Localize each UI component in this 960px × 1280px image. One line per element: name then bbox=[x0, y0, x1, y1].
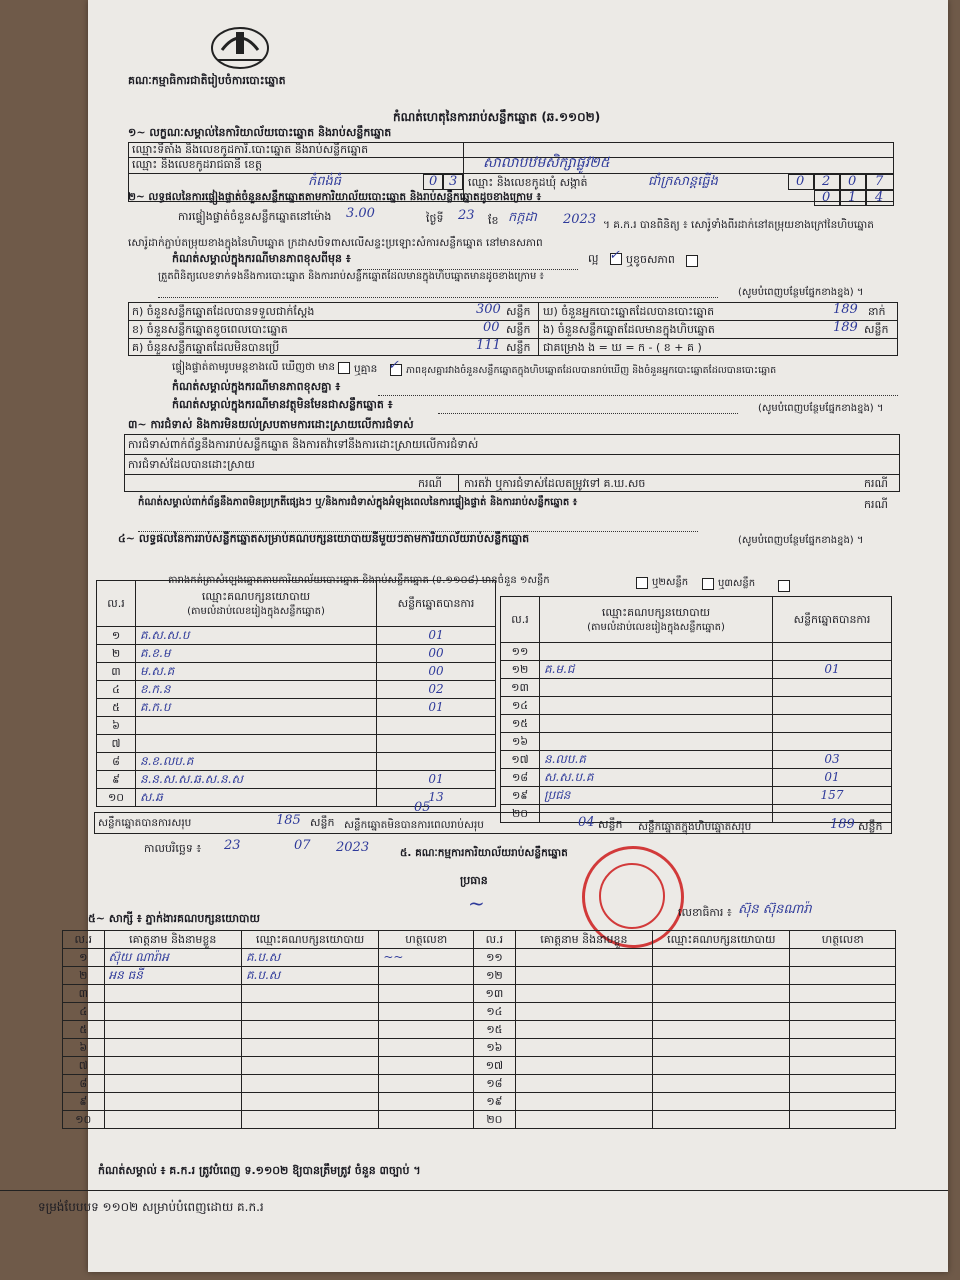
time-prefix: ការផ្ទៀងផ្ទាត់ចំនួនសន្លឹកឆ្នោតនៅម៉ោង bbox=[178, 210, 332, 223]
row-no: ១០ bbox=[97, 789, 136, 807]
w-no: ៧ bbox=[63, 1057, 105, 1075]
section5-heading: ៥~ សាក្សី ៖ ភ្នាក់ងារគណបក្សនយោបាយ bbox=[88, 912, 261, 925]
w-party bbox=[241, 1003, 378, 1021]
row-votes: 03 bbox=[773, 751, 892, 769]
unit-c: សន្លឹក bbox=[506, 341, 531, 354]
w-name-right bbox=[515, 949, 652, 967]
witness-table bbox=[62, 930, 896, 1129]
row-party: គ.ស.ស.ប bbox=[136, 627, 377, 645]
value-d: 189 bbox=[833, 302, 858, 317]
footnote: កំណត់សម្គាល់ ៖ គ.ក.រ ត្រូវបំពេញ ទ.១១០២ ឱ្យបានត្រឹមត្រូវ ចំនួន ៣ច្បាប់ ។ bbox=[98, 1164, 421, 1177]
witness-row bbox=[63, 1093, 896, 1111]
w-no: ៦ bbox=[63, 1039, 105, 1057]
year-value: 2023 bbox=[563, 212, 597, 227]
total-label: សន្លឹកឆ្នោតក្នុងហិបឆ្នោតសរុប bbox=[638, 821, 752, 833]
note-label: កំណត់សម្គាល់ក្នុងករណីមានភាពខុសពីមុន ៖ bbox=[172, 252, 351, 265]
valid-label: សន្លឹកឆ្នោតបានការសរុប bbox=[98, 817, 192, 829]
table-row bbox=[97, 789, 496, 807]
section1-heading: ១~ លក្ខណៈសម្គាល់នៃការិយាល័យបោះឆ្នោត និងរាប់សន្លឹកឆ្នោត bbox=[128, 126, 392, 139]
row-party: ប្រជន bbox=[540, 787, 773, 805]
w-name-right bbox=[515, 1057, 652, 1075]
w-name bbox=[104, 985, 241, 1003]
row-party: ន.ខ.លប.គ bbox=[136, 753, 377, 771]
label-a: ក) ចំនួនសន្លឹកឆ្នោតដែលបានទទួលជាក់ស្តែង bbox=[132, 305, 315, 318]
w-name-right bbox=[515, 1003, 652, 1021]
w-name: ស៊ុយ ណារ៉ាអ bbox=[104, 949, 241, 967]
w-name bbox=[104, 1075, 241, 1093]
commune-code-3: 4 bbox=[875, 190, 884, 205]
w-name bbox=[104, 1039, 241, 1057]
para2: សោរ៉ូដាក់ភ្ជាប់តម្រុយខាងក្នុងនៃហិបឆ្នោត ក្រដាសបិទពាសលើសន្ទះប្រឡោះសំការសន្លឹកឆ្នោត នៅមានសភាព bbox=[128, 237, 543, 249]
row-party: គ.ក.ប bbox=[136, 699, 377, 717]
col-no: ល.រ bbox=[97, 581, 136, 627]
w-sign-right bbox=[790, 949, 896, 967]
row-party bbox=[540, 679, 773, 697]
row-no: ១៧ bbox=[501, 751, 540, 769]
unit-e: សន្លឹក bbox=[864, 323, 889, 336]
invalid-label: សន្លឹកឆ្នោតមិនបានការពេលរាប់សរុប bbox=[344, 819, 484, 831]
province-code-1: 0 bbox=[429, 174, 438, 189]
w-party-right bbox=[653, 1075, 790, 1093]
col-party-sub: (តាមលំដាប់លេខរៀងក្នុងសន្លឹកឆ្នោត) bbox=[187, 605, 325, 617]
bad-checkbox[interactable] bbox=[686, 255, 698, 267]
table-row bbox=[97, 699, 496, 717]
w-signature bbox=[379, 1039, 474, 1057]
row-votes bbox=[773, 697, 892, 715]
w-no-right: ១៦ bbox=[474, 1039, 516, 1057]
col-party: ឈ្មោះគណបក្សនយោបាយ bbox=[201, 589, 311, 603]
value-a: 300 bbox=[476, 302, 501, 317]
province-label: ឈ្មោះ និងលេខកូដរាជធានី ខេត្ត bbox=[132, 158, 262, 171]
table-row bbox=[501, 715, 892, 733]
place-code-1: 0 bbox=[796, 174, 805, 189]
row-no: ៣ bbox=[97, 663, 136, 681]
section2-heading: ២~ លទ្ធផលនៃការផ្ទៀងផ្ទាត់ចំនួនសន្លឹកឆ្នោតតាមការិយាល័យបោះឆ្នោត និងរាប់សន្លឹកឆ្នោតដូចខាងក្រោម ៖ bbox=[128, 191, 542, 203]
value-c: 111 bbox=[476, 338, 501, 353]
table-row bbox=[97, 717, 496, 735]
w-name bbox=[104, 1021, 241, 1039]
w-signature: ~~ bbox=[379, 949, 474, 967]
witness-row bbox=[63, 1003, 896, 1021]
w-no: ៥ bbox=[63, 1021, 105, 1039]
table-row bbox=[97, 771, 496, 789]
row-party bbox=[540, 697, 773, 715]
col-no-right: ល.រ bbox=[501, 597, 540, 643]
row-votes: 13 bbox=[377, 789, 496, 807]
witness-row bbox=[63, 1021, 896, 1039]
section4-heading: ៤~ លទ្ធផលនៃការរាប់សន្លឹកឆ្នោតសម្រាប់គណបក្សនយោបាយនីមួយៗតាមការិយាល័យរាប់សន្លឹកឆ្នោត bbox=[118, 532, 530, 545]
row-votes bbox=[773, 643, 892, 661]
witness-row bbox=[63, 967, 896, 985]
place-code-3: 0 bbox=[848, 174, 857, 189]
row-party: គ.ម.ជ bbox=[540, 661, 773, 679]
date-year: 2023 bbox=[336, 840, 370, 855]
totals-box bbox=[94, 812, 892, 834]
row-no: ១៤ bbox=[501, 697, 540, 715]
w-no-right: ១២ bbox=[474, 967, 516, 985]
place-name: សាលាបឋមសិក្សាផ្លូវ២៥ bbox=[483, 155, 610, 171]
row-votes bbox=[773, 679, 892, 697]
table-row bbox=[501, 679, 892, 697]
unit-b: សន្លឹក bbox=[506, 323, 531, 336]
w-no: ៨ bbox=[63, 1075, 105, 1093]
w-name: អន ធនី bbox=[104, 967, 241, 985]
w-name-right bbox=[515, 1021, 652, 1039]
w-col-party-r: ឈ្មោះគណបក្សនយោបាយ bbox=[653, 931, 790, 949]
w-signature bbox=[379, 1093, 474, 1111]
row-no: ១៣ bbox=[501, 679, 540, 697]
row-no: ៨ bbox=[97, 753, 136, 771]
row-no: ១២ bbox=[501, 661, 540, 679]
day-label: ថ្ងៃទី bbox=[426, 212, 444, 225]
objection-row2: ការជំទាស់ដែលបានដោះស្រាយ bbox=[128, 458, 255, 471]
row-no: ១៥ bbox=[501, 715, 540, 733]
valid-unit: សន្លឹក bbox=[310, 816, 335, 829]
w-name-right bbox=[515, 1039, 652, 1057]
w-name bbox=[104, 1003, 241, 1021]
w-sign-right bbox=[790, 1057, 896, 1075]
bullet-diff: កំណត់សម្គាល់ក្នុងករណីមានភាពខុសគ្នា ៖ bbox=[172, 380, 341, 393]
witness-row bbox=[63, 949, 896, 967]
fill-note-1: (សូមបំពេញបន្ថែមផ្នែកខាងខ្នង) ។ bbox=[738, 287, 864, 298]
table-row bbox=[97, 735, 496, 753]
para1: ។ គ.ក.រ បានពិនិត្យ ៖ សោរ៉ូទាំងពីរដាក់នៅតម្រុយខាងក្រៅនៃហិបឆ្នោត bbox=[603, 219, 874, 231]
place-label: ឈ្មោះទីតាំង និងលេខកូដការិ.បោះឆ្នោត និងរាប់សន្លឹកឆ្នោត bbox=[132, 143, 369, 156]
month-value: កក្កដា bbox=[508, 210, 537, 225]
w-sign-right bbox=[790, 1111, 896, 1129]
note2: ត្រួតពិនិត្យលេខទាក់ទងនឹងការបោះឆ្នោត និងការរាប់សន្លឹកឆ្នោតដែលមានក្នុងហិបឆ្នោតមានដូចខាងក្រោម ៖ bbox=[158, 271, 544, 282]
w-no-right: ១៩ bbox=[474, 1093, 516, 1111]
col-votes: សន្លឹកឆ្នោតបានការ bbox=[377, 581, 496, 627]
row-party: ស.ឆ bbox=[136, 789, 377, 807]
table-row bbox=[501, 661, 892, 679]
w-no: ១ bbox=[63, 949, 105, 967]
witness-row bbox=[63, 1075, 896, 1093]
valid-value: 185 bbox=[276, 813, 301, 828]
row-party bbox=[540, 733, 773, 751]
w-no-right: ១៤ bbox=[474, 1003, 516, 1021]
witness-row bbox=[63, 1111, 896, 1129]
w-party bbox=[241, 985, 378, 1003]
w-party bbox=[241, 1093, 378, 1111]
chair-signature: ~ bbox=[468, 891, 485, 915]
w-signature bbox=[379, 1021, 474, 1039]
row-votes: 01 bbox=[773, 661, 892, 679]
check-same: ឬគ្មាន bbox=[354, 363, 378, 375]
form-footer: ទម្រង់បែបបទ ១១០២ សម្រាប់បំពេញដោយ គ.ក.រ bbox=[38, 1200, 264, 1214]
row-votes bbox=[773, 733, 892, 751]
total-unit: សន្លឹក bbox=[858, 820, 883, 833]
cases-1: ករណី bbox=[418, 477, 442, 490]
cases-2: ករណី bbox=[864, 477, 888, 490]
value-b: 00 bbox=[483, 320, 500, 335]
cases-3: ករណី bbox=[864, 498, 888, 511]
w-signature bbox=[379, 1075, 474, 1093]
unit-a: សន្លឹក bbox=[506, 305, 531, 318]
row-party: ម.ស.គ bbox=[136, 663, 377, 681]
w-party-right bbox=[653, 949, 790, 967]
check-prefix: ផ្ទៀងផ្ទាត់តាមរូបមន្តខាងលើ ឃើញថា មាន bbox=[172, 361, 336, 373]
w-party bbox=[241, 1021, 378, 1039]
row-no: ៦ bbox=[97, 717, 136, 735]
row-no: ១៨ bbox=[501, 769, 540, 787]
w-signature bbox=[379, 1003, 474, 1021]
w-col-no: ល.រ bbox=[63, 931, 105, 949]
row-party bbox=[136, 717, 377, 735]
committee-label: ៥. គណៈកម្មការការិយាល័យរាប់សន្លឹកឆ្នោត bbox=[400, 847, 568, 859]
place-code-2: 2 bbox=[822, 174, 831, 189]
label-e: ង) ចំនួនសន្លឹកឆ្នោតដែលមានក្នុងហិបឆ្នោត bbox=[543, 323, 715, 336]
table-row bbox=[501, 787, 892, 805]
w-sign-right bbox=[790, 1075, 896, 1093]
row-no: ២០ bbox=[501, 805, 540, 823]
row-no: ១៩ bbox=[501, 787, 540, 805]
w-col-name: គោត្តនាម និងនាមខ្លួន bbox=[104, 931, 241, 949]
table-row bbox=[501, 769, 892, 787]
w-name-right bbox=[515, 1075, 652, 1093]
month-label: ខែ bbox=[488, 214, 499, 227]
w-party-right bbox=[653, 1021, 790, 1039]
label-c: គ) ចំនួនសន្លឹកឆ្នោតដែលមិនបានប្រើ bbox=[132, 341, 280, 354]
row-votes: 01 bbox=[377, 699, 496, 717]
w-signature bbox=[379, 1111, 474, 1129]
table-row bbox=[97, 753, 496, 771]
w-name-right bbox=[515, 985, 652, 1003]
w-sign-right bbox=[790, 1039, 896, 1057]
province-name: កំពង់ធំ bbox=[308, 174, 342, 189]
w-party: គ.ប.ស bbox=[241, 967, 378, 985]
secretary-label: លេខាធិការ ៖ bbox=[678, 906, 732, 919]
date-label: កាលបរិច្ឆេទ ៖ bbox=[144, 842, 202, 855]
chair-label: ប្រធាន bbox=[460, 874, 488, 887]
w-col-no-r: ល.រ bbox=[474, 931, 516, 949]
section4-sub: តារាងកត់ត្រាសំឡេងឆ្នោតតាមការិយាល័យបោះឆ្នោត និងរាប់សន្លឹកឆ្នោត (ទ.១១០៨) មានចំនួន ១សន្លឹក bbox=[168, 575, 550, 586]
bullet-objects: កំណត់សម្គាល់ក្នុងករណីមានវត្ថុមិនមែនជាសន្លឹកឆ្នោត ៖ bbox=[172, 398, 393, 411]
w-party-right bbox=[653, 985, 790, 1003]
row-party bbox=[540, 715, 773, 733]
fill-note-2: (សូមបំពេញបន្ថែមផ្នែកខាងខ្នង) ។ bbox=[758, 403, 884, 414]
row-no: ៩ bbox=[97, 771, 136, 789]
results-table-right bbox=[500, 596, 892, 823]
table-row bbox=[501, 697, 892, 715]
row-votes: 02 bbox=[377, 681, 496, 699]
col-votes-right: សន្លឹកឆ្នោតបានការ bbox=[773, 597, 892, 643]
w-party-right bbox=[653, 1057, 790, 1075]
table-row bbox=[97, 663, 496, 681]
w-name-right bbox=[515, 967, 652, 985]
commune-code-2: 1 bbox=[848, 190, 857, 205]
row-votes bbox=[377, 717, 496, 735]
w-name-right bbox=[515, 1111, 652, 1129]
w-no: ៣ bbox=[63, 985, 105, 1003]
row-party bbox=[540, 643, 773, 661]
w-party-right bbox=[653, 967, 790, 985]
invalid-value: 04 bbox=[578, 815, 595, 830]
table-row bbox=[501, 643, 892, 661]
row-party bbox=[136, 735, 377, 753]
bad-label: ឬខូចសភាព bbox=[626, 253, 675, 266]
section4-sub3: ឬ៣សន្លឹក bbox=[718, 578, 756, 589]
w-no-right: ១៧ bbox=[474, 1057, 516, 1075]
form-title: កំណត់ហេតុនៃការរាប់សន្លឹកឆ្នោត (ឆ.១១០២) bbox=[393, 110, 601, 124]
left-extra-votes: 05 bbox=[414, 800, 431, 815]
w-no-right: ១១ bbox=[474, 949, 516, 967]
col-party-right: ឈ្មោះគណបក្សនយោបាយ bbox=[601, 605, 711, 619]
row-party: ស.ស.ប.គ bbox=[540, 769, 773, 787]
w-party-right bbox=[653, 1003, 790, 1021]
w-sign-right bbox=[790, 985, 896, 1003]
row-votes: 00 bbox=[377, 663, 496, 681]
row-no: ៤ bbox=[97, 681, 136, 699]
w-no-right: ២០ bbox=[474, 1111, 516, 1129]
table-row bbox=[97, 645, 496, 663]
results-table-left bbox=[96, 580, 496, 807]
row-no: ២ bbox=[97, 645, 136, 663]
w-party bbox=[241, 1039, 378, 1057]
w-no-right: ១៣ bbox=[474, 985, 516, 1003]
w-no-right: ១៥ bbox=[474, 1021, 516, 1039]
section4-sub2: ឬ២សន្លឹក bbox=[652, 577, 689, 588]
row-party: ន.ន.ស.ស.ឆ.ស.ន.ស bbox=[136, 771, 377, 789]
has-diff-checkbox[interactable] bbox=[338, 362, 350, 374]
province-code-2: 3 bbox=[449, 174, 458, 189]
check-diff: ភាពខុសគ្នារវាងចំនួនសន្លឹកឆ្នោតក្នុងហិបឆ្នោតដែលបានរាប់ឃើញ និងចំនួនអ្នកបោះឆ្នោតដែលបានបោះឆ្នោត bbox=[406, 365, 777, 376]
label-d: ឃ) ចំនួនអ្នកបោះឆ្នោតដែលបានបោះឆ្នោត bbox=[543, 305, 715, 318]
day-value: 23 bbox=[458, 208, 475, 223]
total-value: 189 bbox=[830, 817, 855, 832]
w-name bbox=[104, 1093, 241, 1111]
row-votes: 01 bbox=[377, 627, 496, 645]
objection-note: កំណត់សម្គាល់ពាក់ព័ន្ធនឹងភាពមិនប្រក្រតីផ្សេងៗ ឬ/និងការជំទាស់ក្នុងអំឡុងពេលនៃការផ្ទៀងផ្ទាត់ និងការរាប់សន្លឹកឆ្នោត ៖ bbox=[138, 497, 578, 508]
w-sign-right bbox=[790, 1093, 896, 1111]
w-name-right bbox=[515, 1093, 652, 1111]
objection-row1: ការជំទាស់ពាក់ព័ន្ធនឹងការរាប់សន្លឹកឆ្នោត និងការតវ៉ាទៅនឹងការដោះស្រាយលើការជំទាស់ bbox=[128, 438, 479, 451]
witness-row bbox=[63, 985, 896, 1003]
section3-heading: ៣~ ការជំទាស់ និងការមិនយល់ស្របតាមការដោះស្រាយលើការជំទាស់ bbox=[128, 418, 414, 431]
date-day: 23 bbox=[224, 838, 241, 853]
commune-label: ឈ្មោះ និងលេខកូដឃុំ សង្កាត់ bbox=[468, 176, 588, 189]
w-col-sign-r: ហត្ថលេខា bbox=[790, 931, 896, 949]
w-sign-right bbox=[790, 1021, 896, 1039]
w-name bbox=[104, 1057, 241, 1075]
w-party-right bbox=[653, 1093, 790, 1111]
w-party-right bbox=[653, 1039, 790, 1057]
row-no: ១១ bbox=[501, 643, 540, 661]
w-party-right bbox=[653, 1111, 790, 1129]
row-votes: 01 bbox=[377, 771, 496, 789]
row-party: គ.ខ.ម bbox=[136, 645, 377, 663]
good-label: ល្អ bbox=[588, 252, 599, 265]
w-no: ៩ bbox=[63, 1093, 105, 1111]
unit-d: នាក់ bbox=[868, 305, 886, 318]
row-no: ៧ bbox=[97, 735, 136, 753]
table-row bbox=[97, 627, 496, 645]
table-row bbox=[97, 681, 496, 699]
objection-row2b: ការតវ៉ា ឬការជំទាស់ដែលតម្រូវទៅ គ.ឃ.សច bbox=[464, 477, 646, 490]
w-signature bbox=[379, 967, 474, 985]
witness-row bbox=[63, 1057, 896, 1075]
commune-code-1: 0 bbox=[822, 190, 831, 205]
invalid-unit: សន្លឹក bbox=[598, 818, 623, 831]
row-party: ន.លប.គ bbox=[540, 751, 773, 769]
w-signature bbox=[379, 985, 474, 1003]
row-party: ខ.ក.ន bbox=[136, 681, 377, 699]
value-e: 189 bbox=[833, 320, 858, 335]
w-party: គ.ប.ស bbox=[241, 949, 378, 967]
row-votes: 157 bbox=[773, 787, 892, 805]
row-no: ១ bbox=[97, 627, 136, 645]
date-month: 07 bbox=[294, 838, 311, 853]
row-no: ១៦ bbox=[501, 733, 540, 751]
secretary-name: ស៊ុន ស៊ុនណារ៉ា bbox=[738, 902, 812, 917]
w-party bbox=[241, 1075, 378, 1093]
label-b: ខ) ចំនួនសន្លឹកឆ្នោតខូចពេលបោះឆ្នោត bbox=[132, 323, 288, 336]
row-votes: 01 bbox=[773, 769, 892, 787]
table-row bbox=[501, 751, 892, 769]
w-col-party: ឈ្មោះគណបក្សនយោបាយ bbox=[241, 931, 378, 949]
row-votes: 00 bbox=[377, 645, 496, 663]
col-party-sub-right: (តាមលំដាប់លេខរៀងក្នុងសន្លឹកឆ្នោត) bbox=[587, 621, 725, 633]
w-no-right: ១៨ bbox=[474, 1075, 516, 1093]
formula: ជាគម្រោង ង = ឃ = ក - ( ខ + គ ) bbox=[543, 341, 702, 354]
w-no: ១០ bbox=[63, 1111, 105, 1129]
row-votes bbox=[377, 753, 496, 771]
w-col-sign: ហត្ថលេខា bbox=[379, 931, 474, 949]
w-sign-right bbox=[790, 967, 896, 985]
w-sign-right bbox=[790, 1003, 896, 1021]
row-votes bbox=[377, 735, 496, 753]
fill-note-3: (សូមបំពេញបន្ថែមផ្នែកខាងខ្នង) ។ bbox=[738, 535, 864, 546]
witness-row bbox=[63, 1039, 896, 1057]
place-code-4: 7 bbox=[875, 174, 884, 189]
w-name bbox=[104, 1111, 241, 1129]
w-party bbox=[241, 1057, 378, 1075]
emblem-logo bbox=[208, 20, 272, 72]
org-name: គណៈកម្មាធិការជាតិរៀបចំការបោះឆ្នោត bbox=[128, 74, 286, 87]
table-row bbox=[501, 733, 892, 751]
row-no: ៥ bbox=[97, 699, 136, 717]
row-votes bbox=[773, 715, 892, 733]
commune-name: ជាំក្រសាន្តធ្លើង bbox=[648, 174, 718, 189]
w-col-name-r: គោត្តនាម និងនាមខ្លួន bbox=[515, 931, 652, 949]
ballot-count-form: គណៈកម្មាធិការជាតិរៀបចំការបោះឆ្នោត កំណត់ហេតុនៃការរាប់សន្លឹកឆ្នោត (ឆ.១១០២) ១~ លក្ខណៈសម្គាល់នៃការិយាល័យបោះឆ្នោត និងរាប់សន្លឹកឆ្នោត ឈ្មោះទីតាំង និងលេខកូដការិ.បោះឆ្នោត និងរាប់សន្លឹកឆ្នោត ឈ្មោះ និងលេខកូដរាជធានី ខេត្ត សាលាបឋមសិក្សាផ្លូវ២៥ កំពង់ធំ 0 3 ឈ្មោះ និងលេខកូដឃុំ សង្កាត់ ជាំក្រសាន្តធ្លើង 0 2 0 7 0 1 4 ២~ លទ្ធផលនៃការផ្ទៀងផ្ទាត់ចំនួនសន្លឹកឆ្នោតតាមការិយាល័យបោះឆ្នោត និងរាប់សន្លឹកឆ្នោតដូចខាងក្រោម ៖ ការផ្ទៀងផ្ទាត់ចំនួនសន្លឹកឆ្នោតនៅម៉ោង 3.00 ថ្ងៃទី 23 ខែ កក្កដា 2023 ។ គ.ក.រ បានពិនិត្យ ៖ សោរ៉ូទាំងពីរដាក់នៅតម្រុយខាងក្រៅនៃហិបឆ្នោត សោរ៉ូដាក់ភ្ជាប់តម្រុយខាងក្នុងនៃហិបឆ្នោត ក្រដាសបិទពាសលើសន្ទះប្រឡោះសំការសន្លឹកឆ្នោត នៅមានសភាព ល្អ ✓ ឬខូចសភាព កំណត់សម្គាល់ក្នុងករណីមានភាពខុសពីមុន ៖ ត្រួតពិនិត្យលេខទាក់ទងនឹងការបោះឆ្នោត និងការរាប់សន្លឹកឆ្នោតដែលមានក្នុងហិបឆ្នោតមានដូចខាងក្រោម ៖ (សូមបំពេញបន្ថែមផ្នែកខាងខ្នង) ។ ក) ចំនួនសន្លឹកឆ្នោតដែលបានទទួលជាក់ស្តែង 300 សន្លឹក ខ) ចំនួនសន្លឹកឆ្នោតខូចពេលបោះឆ្នោត 00 សន្លឹក គ) ចំនួនសន្លឹកឆ្នោតដែលមិនបានប្រើ 111 សន្លឹក ឃ) ចំនួនអ្នកបោះឆ្នោតដែលបានបោះឆ្នោត 189 នាក់ ង) ចំនួនសន្លឹកឆ្នោតដែលមានក្នុងហិបឆ្នោត 189 សន្លឹក ជាគម្រោង ង = ឃ = ក - ( ខ + គ ) ផ្ទៀងផ្ទាត់តាមរូបមន្តខាងលើ ឃើញថា មាន ឬគ្មាន ✓ ភាពខុសគ្នារវាងចំនួនសន្លឹកឆ្នោតក្នុងហិបឆ្នោតដែលបានរាប់ឃើញ និងចំនួនអ្នកបោះឆ្នោតដែលបានបោះឆ្នោត កំណត់សម្គាល់ក្នុងករណីមានភាពខុសគ្នា ៖ កំណត់សម្គាល់ក្នុងករណីមានវត្ថុមិនមែនជាសន្លឹកឆ្នោត ៖ (សូមបំពេញបន្ថែមផ្នែកខាងខ្នង) ។ ៣~ ការជំទាស់ និងការមិនយល់ស្របតាមការដោះស្រាយលើការជំទាស់ ការជំទាស់ពាក់ព័ន្ធនឹងការរាប់សន្លឹកឆ្នោត និងការតវ៉ាទៅនឹងការដោះស្រាយលើការជំទាស់ ការជំទាស់ដែលបានដោះស្រាយ ករណី ការតវ៉ា ឬការជំទាស់ដែលតម្រូវទៅ គ.ឃ.សច ករណី ករណី កំណត់សម្គាល់ពាក់ព័ន្ធនឹងភាពមិនប្រក្រតីផ្សេងៗ ឬ/និងការជំទាស់ក្នុងអំឡុងពេលនៃការផ្ទៀងផ្ទាត់ និងការរាប់សន្លឹកឆ្នោត ៖ (សូមបំពេញបន្ថែមផ្នែកខាងខ្នង) ។ ៤~ លទ្ធផលនៃការរាប់សន្លឹកឆ្នោតសម្រាប់គណបក្សនយោបាយនីមួយៗតាមការិយាល័យរាប់សន្លឹកឆ្នោត តារាងកត់ត្រាសំឡេងឆ្នោតតាមការិយាល័យបោះឆ្នោត និងរាប់សន្លឹកឆ្នោត (ទ.១១០៨) មានចំនួន ១សន្លឹក ឬ២សន្លឹក ឬ៣សន្លឹក ល.រ ឈ្មោះគណបក្សនយោបាយ (តាមលំដាប់លេខរៀងក្នុងសន្លឹកឆ្នោត) សន្លឹកឆ្នោតបានការ ១ គ.ស.ស.ប 01 ២ គ.ខ.ម 00 ៣ ម.ស.គ 00 ៤ ខ.ក.ន 02 ៥ គ.ក.ប 01 ៦ ៧ ៨ ន.ខ.លប.គ ៩ ន.ន.ស.ស.ឆ.ស.ន.ស 01 ១០ ស.ឆ 13 ល.រ ឈ្មោះគណបក្សនយោបាយ (តាមលំដាប់លេខរៀងក្នុងសន្លឹកឆ្នោត) សន្លឹកឆ្នោតបានការ ១១ ១២ គ.ម.ជ 01 ១៣ ១៤ ១៥ ១៦ ១៧ ន.លប.គ 03 ១៨ ស.ស.ប.គ 01 ១៩ ប្រជន 157 ២០ 05 សន្លឹកឆ្នោតបានការសរុប 185 សន្លឹក សន្លឹកឆ្នោតមិនបានការពេលរាប់សរុប 04 សន្លឹក សន្លឹកឆ្នោតក្នុងហិបឆ្នោតសរុប 189 សន្លឹក កាលបរិច្ឆេទ ៖ 23 07 2023 ៥. គណៈកម្មការការិយាល័យរាប់សន្លឹកឆ្នោត ប្រធាន ~ លេខាធិការ ៖ ស៊ុន ស៊ុនណារ៉ា ៥~ សាក្សី ៖ ភ្នាក់ងារគណបក្សនយោបាយ ល.រ គោត្តនាម និងនាមខ្លួន ឈ្មោះគណបក្សនយោបាយ ហត្ថលេខា ល.រ គោត្តនាម និងនាមខ្លួន ឈ្មោះគណបក្សនយោបាយ ហត្ថលេខា ១ ស៊ុយ ណារ៉ាអ គ.ប.ស ~~ ១១ ២ អន ធនី គ.ប.ស ១២ ៣ ១៣ ៤ ១៤ ៥ ១៥ ៦ ១៦ ៧ ១៧ ៨ ១៨ ៩ ១៩ ១០ ២០ កំណត់សម្គាល់ ៖ គ.ក.រ ត្រូវបំពេញ ទ.១១០២ ឱ្យបានត្រឹមត្រូវ ចំនួន ៣ច្បាប់ ។ ទម្រង់បែបបទ ១១០២ សម្រាប់បំពេញដោយ គ.ក.រ bbox=[88, 0, 948, 1272]
time-value: 3.00 bbox=[346, 206, 375, 221]
w-no: ២ bbox=[63, 967, 105, 985]
w-signature bbox=[379, 1057, 474, 1075]
w-no: ៤ bbox=[63, 1003, 105, 1021]
w-party bbox=[241, 1111, 378, 1129]
